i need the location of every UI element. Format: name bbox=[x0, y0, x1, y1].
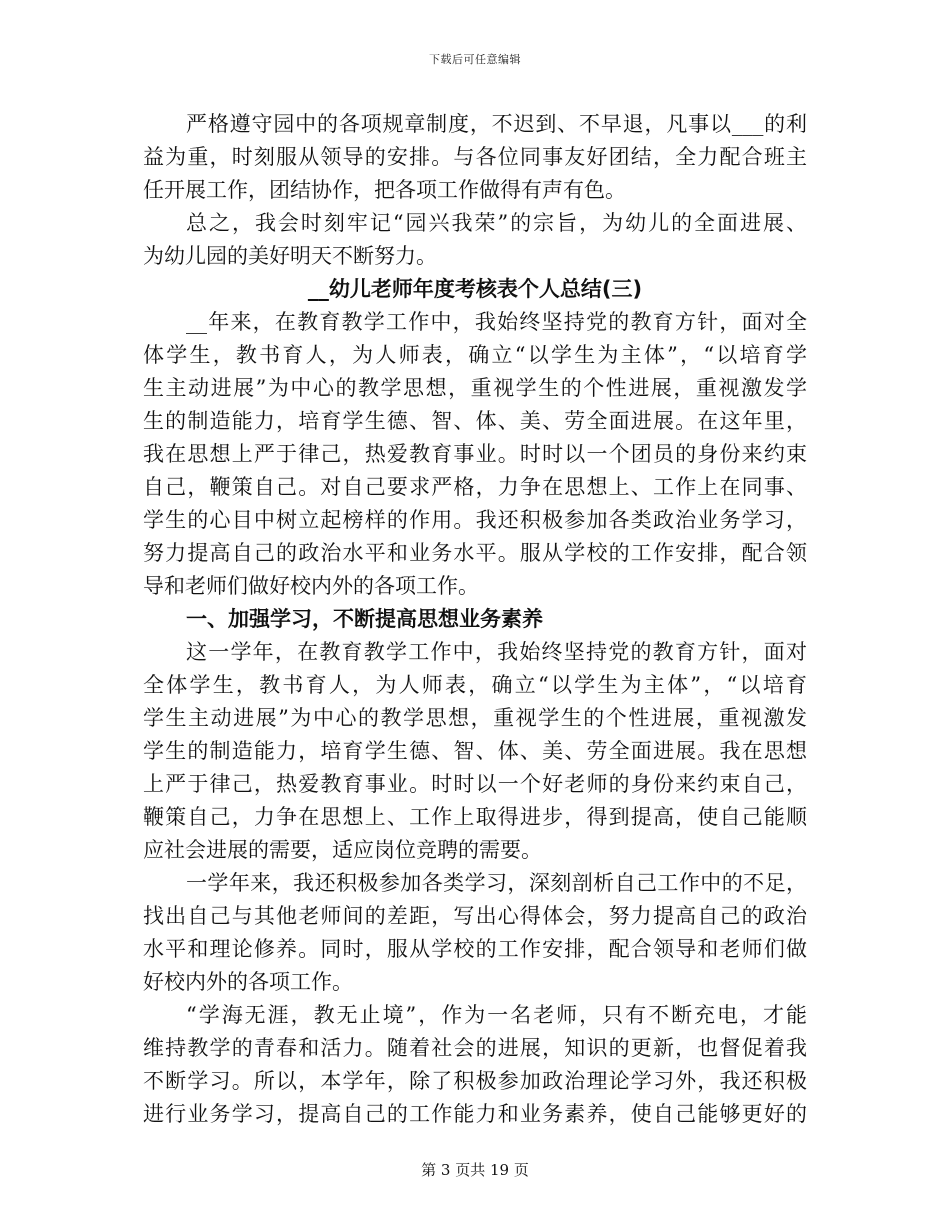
text-line: 全体学生，教书育人，为人师表，确立“以学生为主体”，“以培育 bbox=[143, 673, 807, 697]
text-line: 学生的心目中树立起榜样的作用。我还积极参加各类政治业务学习， bbox=[143, 508, 807, 532]
text-line: 不断学习。所以，本学年，除了积极参加政治理论学习外，我还积极 bbox=[143, 1069, 807, 1093]
section-heading: 一、加强学习，不断提高思想业务素养 bbox=[186, 607, 543, 631]
text-line: 学生的制造能力，培育学生德、智、体、美、劳全面进展。我在思想 bbox=[143, 739, 807, 763]
text-line: 上严于律己，热爱教育事业。时时以一个好老师的身份来约束自己， bbox=[143, 772, 807, 796]
text-line: 益为重，时刻服从领导的安排。与各位同事友好团结，全力配合班主 bbox=[143, 145, 807, 169]
text-line: 自己，鞭策自己。对自己要求严格，力争在思想上、工作上在同事、 bbox=[143, 475, 807, 499]
text-line: 应社会进展的需要，适应岗位竞聘的需要。 bbox=[143, 838, 542, 862]
text-line: 努力提高自己的政治水平和业务水平。服从学校的工作安排，配合领 bbox=[143, 541, 807, 565]
text-line: 为幼儿园的美好明天不断努力。 bbox=[143, 244, 437, 268]
text-line: 学生主动进展”为中心的教学思想，重视学生的个性进展，重视激发 bbox=[143, 706, 807, 730]
text-line: 好校内外的各项工作。 bbox=[143, 970, 353, 994]
text-line: 一学年来，我还积极参加各类学习，深刻剖析自己工作中的不足， bbox=[186, 871, 807, 895]
text-line: 总之，我会时刻牢记“园兴我荣”的宗旨，为幼儿的全面进展、 bbox=[186, 211, 807, 235]
page-header: 下载后可任意编辑 bbox=[429, 53, 521, 66]
text-line: 维持教学的青春和活力。随着社会的进展，知识的更新，也督促着我 bbox=[143, 1036, 807, 1060]
text-line: 水平和理论修养。同时，服从学校的工作安排，配合领导和老师们做 bbox=[143, 937, 807, 961]
text-line: 这一学年，在教育教学工作中，我始终坚持党的教育方针，面对 bbox=[186, 640, 807, 664]
page-footer: 第 3 页共 19 页 bbox=[421, 1161, 529, 1179]
section-title: __幼儿老师年度考核表个人总结(三) bbox=[307, 277, 643, 301]
text-line: 生的制造能力，培育学生德、智、体、美、劳全面进展。在这年里， bbox=[143, 409, 807, 433]
text-line: 体学生，教书育人，为人师表，确立“以学生为主体”，“以培育学 bbox=[143, 343, 807, 367]
text-line: 进行业务学习，提高自己的工作能力和业务素养，使自己能够更好的 bbox=[143, 1102, 807, 1126]
text-line: 生主动进展”为中心的教学思想，重视学生的个性进展，重视激发学 bbox=[143, 376, 807, 400]
text-line: 严格遵守园中的各项规章制度，不迟到、不早退，凡事以___的利 bbox=[186, 112, 807, 136]
text-line: __年来，在教育教学工作中，我始终坚持党的教育方针，面对全 bbox=[186, 310, 807, 334]
text-line: 我在思想上严于律己，热爱教育事业。时时以一个团员的身份来约束 bbox=[143, 442, 807, 466]
text-line: 找出自己与其他老师间的差距，写出心得体会，努力提高自己的政治 bbox=[143, 904, 807, 928]
text-line: “学海无涯，教无止境”，作为一名老师，只有不断充电，才能 bbox=[186, 1003, 807, 1027]
text-line: 导和老师们做好校内外的各项工作。 bbox=[143, 574, 479, 598]
text-line: 鞭策自己，力争在思想上、工作上取得进步，得到提高，使自己能顺 bbox=[143, 805, 807, 829]
text-line: 任开展工作，团结协作，把各项工作做得有声有色。 bbox=[143, 178, 626, 202]
